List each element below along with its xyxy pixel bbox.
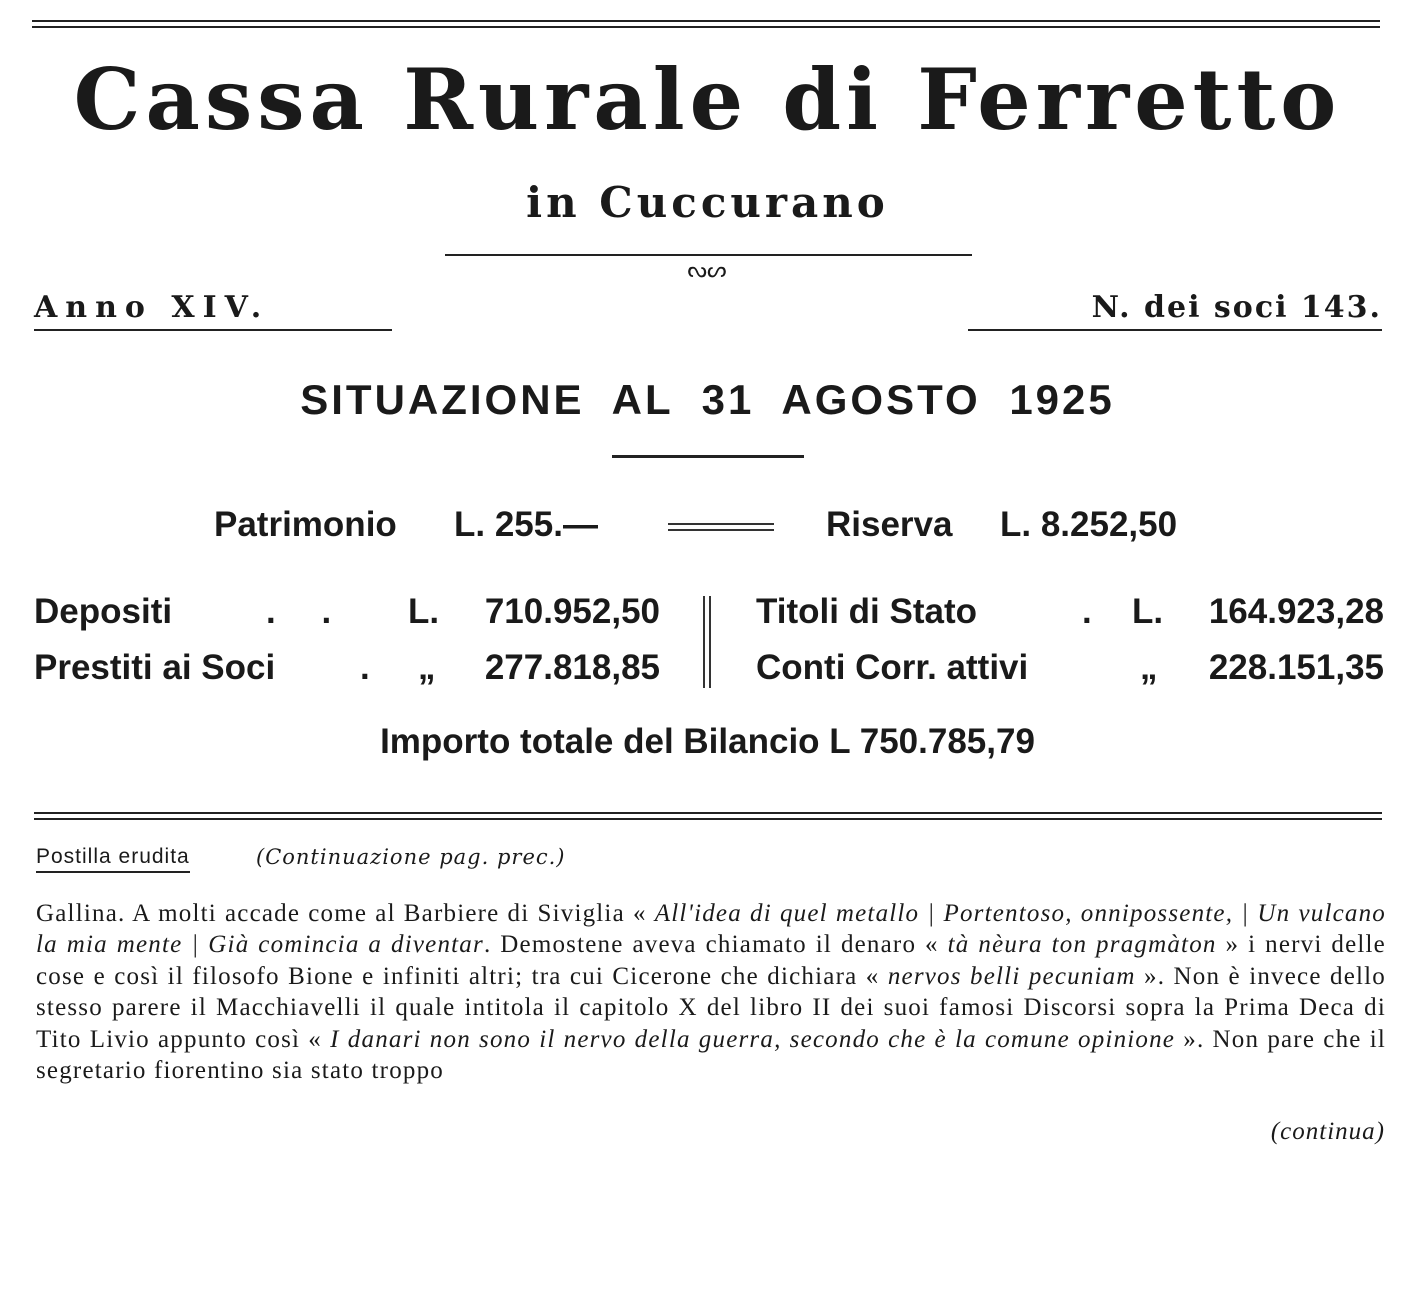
riserva-label: Riserva (826, 505, 953, 544)
prestiti-label: Prestiti ai Soci (34, 648, 276, 687)
situazione-rule (612, 455, 804, 458)
conti-value: 228.151,35 (1208, 648, 1384, 687)
situazione-heading: SITUAZIONE AL 31 AGOSTO 1925 (300, 376, 1115, 423)
body-quote-1: All'idea di quel metallo | Portentoso, onnipossente, | Un vulcano la mia mente | Già comincia a diventar (36, 900, 1386, 959)
titoli-currency: L. (1132, 592, 1164, 631)
anno-label: Anno XIV. (34, 290, 392, 331)
prestiti-dots: . (360, 648, 370, 687)
body-quote-2: tà nèura ton pragmàton (947, 931, 1217, 959)
body-text-1: Gallina. A molti accade come al Barbiere di Siviglia « (36, 900, 655, 927)
ornament-icon: ᔓᔕ (687, 258, 727, 283)
patrimonio-label: Patrimonio (214, 505, 397, 544)
page-title: Cassa Rurale di Ferretto (73, 50, 1342, 149)
depositi-currency: L. (408, 592, 440, 631)
body-quote-4: I danari non sono il nervo della guerra, secondo che è la comune opinione (330, 1025, 1176, 1053)
subtitle-rule (445, 254, 972, 256)
titoli-label: Titoli di Stato (756, 592, 978, 631)
top-double-rule (32, 20, 1380, 28)
depositi-dots: . . (266, 592, 350, 631)
body-text-2: . Demostene aveva chiamato il denaro « (483, 931, 948, 959)
depositi-label: Depositi (34, 592, 173, 631)
conti-label: Conti Corr. attivi (756, 648, 1029, 687)
importo-totale: Importo totale del Bilancio L 750.785,79 (380, 722, 1035, 761)
body-quote-3: nervos belli pecuniam (887, 962, 1136, 990)
prestiti-value: 277.818,85 (484, 648, 660, 687)
depositi-value: 710.952,50 (484, 592, 660, 631)
riserva-value: L. 8.252,50 (1000, 505, 1178, 544)
titoli-dots: . (1082, 592, 1092, 631)
conti-currency: „ (1140, 648, 1158, 687)
postilla-body (36, 898, 1386, 1086)
body-text-5: ». Non pare che il segretario fiorentino sia stato troppo (36, 1025, 1386, 1085)
patrimonio-value: L. 255.— (454, 505, 598, 544)
column-separator (703, 596, 711, 688)
titoli-value: 164.923,28 (1208, 592, 1384, 631)
center-dash (668, 523, 774, 531)
middle-double-rule (34, 812, 1382, 820)
soci-count: N. dei soci 143. (968, 290, 1382, 331)
postilla-heading: Postilla erudita (36, 845, 190, 873)
continua-note: (continua) (1270, 1118, 1385, 1145)
body-text-4: ». Non è invece dello stesso parere il Macchiavelli il quale intitola il capitolo X del libro II dei suoi famosi Discorsi sopra la Prima Deca di Tito Livio appunto così « (36, 962, 1386, 1053)
page-subtitle: in Cuccurano (526, 178, 889, 227)
continuazione-note: (Continuazione pag. prec.) (256, 845, 566, 869)
body-text-3: » i nervi delle cose e così il filosofo Bione e infiniti altri; tra cui Cicerone che dichiara « (36, 931, 1386, 990)
prestiti-currency: „ (418, 648, 436, 687)
